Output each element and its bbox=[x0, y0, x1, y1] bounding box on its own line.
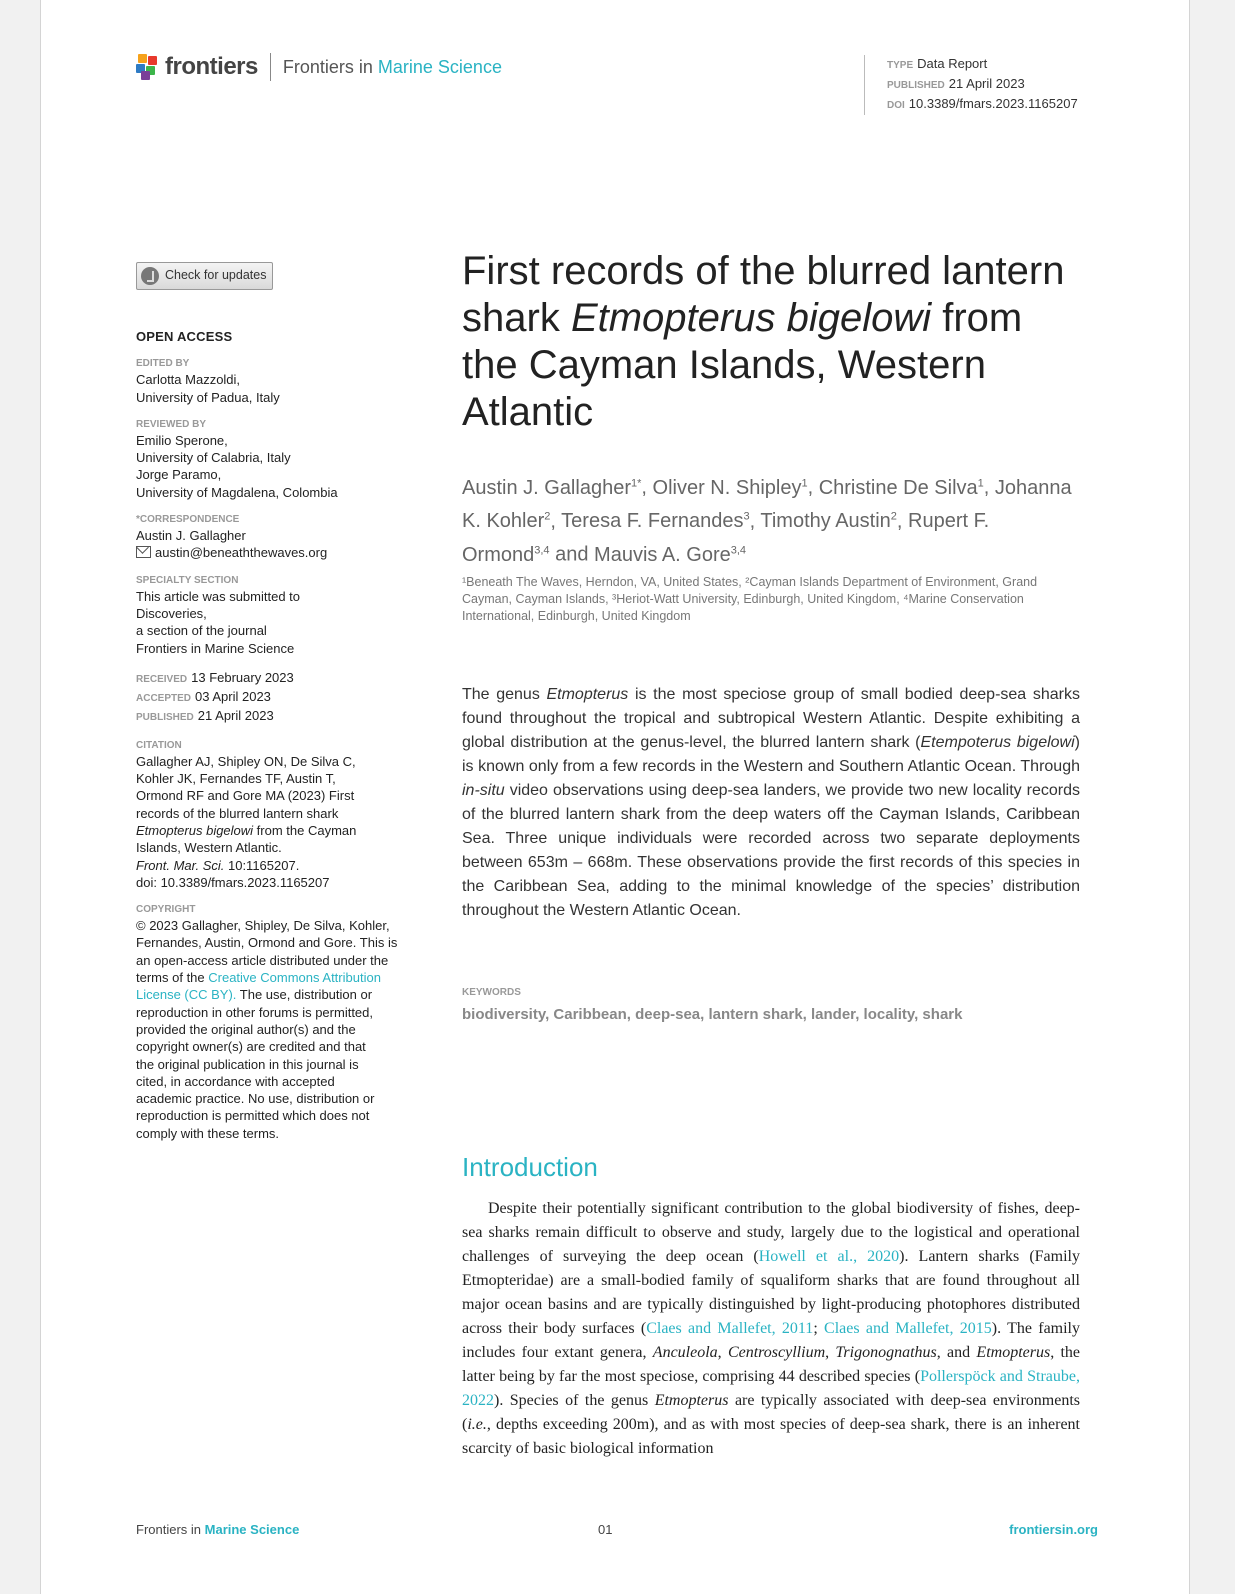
footer-site-link[interactable]: frontiersin.org bbox=[1009, 1522, 1098, 1537]
keywords-label: KEYWORDS bbox=[462, 987, 521, 998]
author-name[interactable]: Johanna K. Kohler$^2$ bbox=[462, 476, 1072, 533]
correspondence-email[interactable]: austin@beneaththewaves.org bbox=[136, 544, 401, 561]
journal-header bbox=[136, 53, 502, 81]
footer-journal[interactable]: Frontiers in Marine Science bbox=[136, 1522, 300, 1537]
citation: Gallagher AJ, Shipley ON, De Silva C, Kohler JK, Fernandes TF, Austin T, Ormond RF and Gore MA (2023) First records of the blurred lantern shark Etmopterus bigelowi from the Cayman Islands, Western Atlantic. Front. Mar. Sci. 10:1165207. doi: 10.3389/fmars.2023.1165207 bbox=[136, 753, 357, 890]
edited-by: Carlotta Mazzoldi, University of Padua, Italy bbox=[136, 372, 280, 405]
bookmark-check-icon bbox=[141, 267, 159, 285]
author-name[interactable]: Teresa F. Fernandes$^3$ bbox=[561, 510, 750, 533]
author-affiliation-sup: 3,4 bbox=[534, 544, 550, 557]
ref-howell-2020[interactable]: Howell et al., 2020 bbox=[758, 1248, 900, 1265]
article-doi[interactable]: DOI 10.3389/fmars.2023.1165207 bbox=[887, 96, 1078, 111]
reviewed-by-label: REVIEWED BY bbox=[136, 418, 207, 430]
open-access-label: OPEN ACCESS bbox=[136, 329, 233, 344]
cc-by-license-link[interactable]: Creative Commons Attribution License (CC BY). bbox=[136, 970, 381, 1003]
mail-icon bbox=[136, 546, 151, 558]
correspondence-label: *CORRESPONDENCE bbox=[136, 514, 240, 526]
author-affiliation-sup: 1* bbox=[630, 477, 642, 489]
author-name[interactable]: Austin J. Gallagher$^{1*}$ bbox=[462, 476, 642, 499]
specialty-label: SPECIALTY SECTION bbox=[136, 574, 239, 586]
specialty-section: This article was submitted to Discoveries, a section of the journal Frontiers in Marine Science bbox=[136, 588, 301, 656]
author-affiliation-sup: 1 bbox=[977, 477, 984, 489]
article-title: First records of the blurred lantern shark Etmopterus bigelowi from the Cayman Islands, Western Atlantic bbox=[462, 249, 1065, 434]
abstract: The genus Etmopterus is the most speciose group of small bodied deep-sea sharks found throughout the tropical and subtropical Western Atlantic. Despite exhibiting a global distribution at the genus-level, the blurred lantern shark (Etempoterus bigelowi) is known only from a few records in the Western and Southern Atlantic Ocean. Through in-situ video observations using deep-sea landers, we provide two new locality records of the blurred lantern shark from the deep waters off the Cayman Islands, Caribbean Sea. Three unique individuals were recorded across two separate deployments between 653m – 668m. These observations provide the first records of this species in the Caribbean Sea, adding to the minimal knowledge of the species’ distribution throughout the Western Atlantic Ocean. bbox=[462, 686, 1080, 919]
author-list: Austin J. Gallagher$^{1*}$, Oliver N. Shipley$^1$, Christine De Silva$^1$, Johanna K. Kohler$^2$, Teresa F. Fernandes$^3$, Timothy Austin$^2$, Rupert F. Ormond$^{3,4}$ and Mauvis A. Gore$^{3,4}$ bbox=[462, 476, 1072, 566]
author-name[interactable]: Oliver N. Shipley$^1$ bbox=[652, 476, 808, 499]
copyright: © 2023 Gallagher, Shipley, De Silva, Kohler, Fernandes, Austin, Ormond and Gore. This is an open-access article distributed under the terms of the Creative Commons Attribution License (CC BY). The use, distribution or reproduction in other forums is permitted, provided the original author(s) and the copyright owner(s) are credited and that the original publication in this journal is cited, in accordance with accepted academic practice. No use, distribution or reproduction is permitted which does not comply with these terms. bbox=[136, 918, 398, 1141]
author-name[interactable]: Mauvis A. Gore$^{3,4}$ bbox=[594, 543, 747, 566]
correspondence-name: Austin J. Gallagher bbox=[136, 528, 246, 544]
author-affiliation-sup: 2 bbox=[890, 510, 897, 523]
article-published: PUBLISHED 21 April 2023 bbox=[887, 76, 1025, 91]
article-type: TYPE Data Report bbox=[887, 56, 988, 71]
author-affiliation-sup: 3,4 bbox=[730, 544, 747, 557]
sidebar bbox=[136, 262, 401, 1142]
frontiers-logo-text: frontiers bbox=[165, 53, 258, 80]
affiliations: ¹Beneath The Waves, Herndon, VA, United States, ²Cayman Islands Department of Environment, Grand Cayman, Cayman Islands, ³Heriot-Watt University, Edinburgh, United Kingdom, ⁴Marine Conservation International, Edinburgh, United Kingdom bbox=[462, 575, 1038, 623]
edited-by-label: EDITED BY bbox=[136, 358, 190, 370]
author-name[interactable]: Timothy Austin$^2$ bbox=[760, 510, 897, 533]
article-dates: RECEIVED 13 February 2023 ACCEPTED 03 April 2023 PUBLISHED 21 April 2023 bbox=[136, 669, 294, 724]
page-number: 01 bbox=[598, 1522, 613, 1537]
frontiers-logo-icon bbox=[136, 54, 160, 80]
ref-pollerspock-2022[interactable]: Pollerspöck and Straube, 2022 bbox=[462, 1368, 1080, 1409]
introduction-body: Despite their potentially significant contribution to the global biodiversity of fishes, deep-sea sharks remain difficult to observe and study, largely due to the logistical and operational challenges of surveying the deep ocean (Howell et al., 2020). Lantern sharks (Family Etmopteridae) are a small-bodied family of squaliform sharks that are found throughout all major ocean basins and are typically distinguished by light-producing photophores distributed across their body surfaces (Claes and Mallefet, 2011; Claes and Mallefet, 2015). The family includes four extant genera, Anculeola, Centroscyllium, Trigonognathus, and Etmopterus, the latter being by far the most speciose, comprising 44 described species (Pollerspöck and Straube, 2022). Species of the genus Etmopterus are typically associated with deep-sea environments (i.e., depths exceeding 200m), and as with most species of deep-sea shark, there is an inherent scarcity of basic biological information bbox=[462, 1200, 1081, 1457]
author-affiliation-sup: 3 bbox=[743, 510, 750, 523]
copyright-label: COPYRIGHT bbox=[136, 904, 196, 916]
check-for-updates-button[interactable]: Check for updates bbox=[136, 262, 273, 290]
author-affiliation-sup: 2 bbox=[544, 510, 551, 523]
author-affiliation-sup: 1 bbox=[801, 477, 808, 489]
ref-claes-2015[interactable]: Claes and Mallefet, 2015 bbox=[824, 1320, 992, 1337]
keywords: biodiversity, Caribbean, deep-sea, lantern shark, lander, locality, shark bbox=[462, 1006, 963, 1023]
author-name[interactable]: Rupert F. Ormond$^{3,4}$ bbox=[462, 510, 990, 566]
ref-claes-2011[interactable]: Claes and Mallefet, 2011 bbox=[646, 1320, 814, 1337]
journal-name[interactable]: Frontiers in Marine Science bbox=[282, 56, 502, 77]
citation-label: CITATION bbox=[136, 739, 182, 751]
author-name[interactable]: Christine De Silva$^1$ bbox=[818, 476, 984, 499]
header-divider bbox=[270, 53, 271, 81]
article-meta bbox=[864, 55, 1078, 115]
paper-page bbox=[40, 0, 1190, 1594]
introduction-heading: Introduction bbox=[462, 1152, 598, 1182]
reviewed-by: Emilio Sperone, University of Calabria, Italy Jorge Paramo, University of Magdalena, Colombia bbox=[136, 432, 338, 500]
